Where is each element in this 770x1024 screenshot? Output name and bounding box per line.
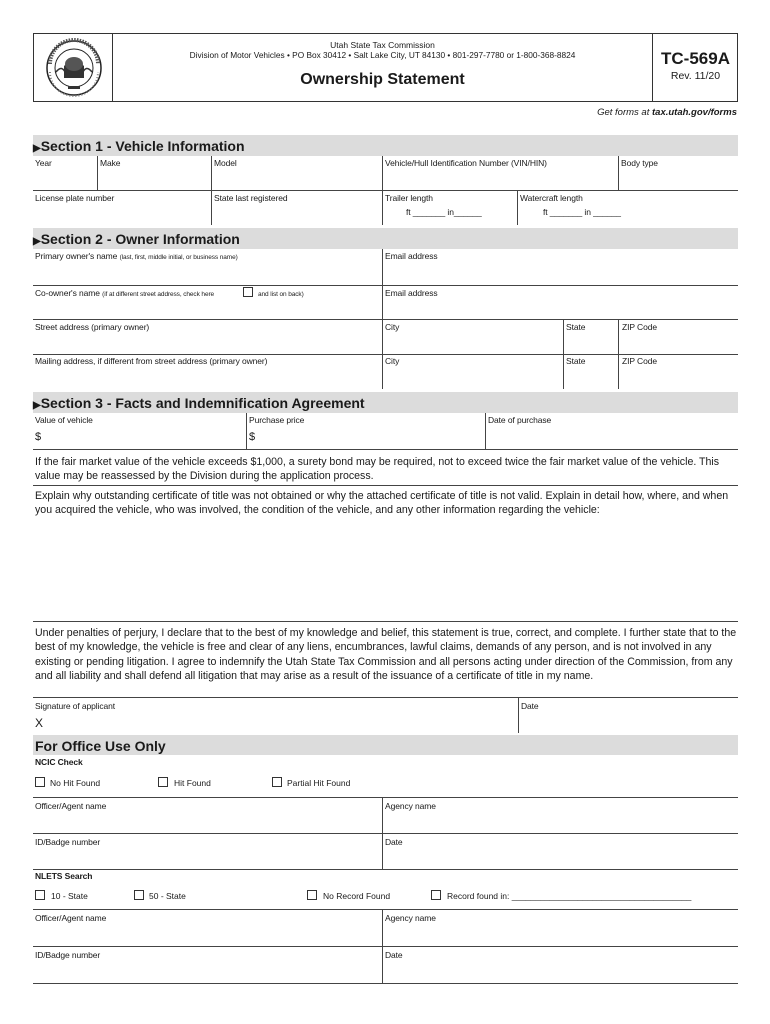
badge-number-label: ID/Badge number <box>35 837 101 847</box>
divider <box>517 190 518 225</box>
divider <box>382 354 383 389</box>
co-owner-label: Co-owner's name (if at different street address, check here <box>35 288 215 298</box>
office-date-label: Date <box>385 837 403 847</box>
divider <box>382 833 383 869</box>
no-hit-checkbox[interactable] <box>35 777 45 787</box>
street-address-label: Street address (primary owner) <box>35 322 150 332</box>
divider <box>33 190 738 191</box>
zip-label: ZIP Code <box>622 322 657 332</box>
divider <box>382 249 383 285</box>
no-record-label: No Record Found <box>323 891 391 901</box>
divider <box>246 413 247 449</box>
badge-number-label: ID/Badge number <box>35 950 101 960</box>
page-title: Ownership Statement <box>300 71 465 88</box>
signature-label: Signature of applicant <box>35 701 116 711</box>
co-owner-note-a: (if at different street address, check here <box>102 291 215 298</box>
signature-field[interactable]: X <box>35 716 44 730</box>
forms-url-link[interactable]: tax.utah.gov/forms <box>652 107 737 118</box>
divider <box>33 797 738 798</box>
divider <box>518 697 519 733</box>
hit-found-label: Hit Found <box>174 778 211 788</box>
email-label: Email address <box>385 288 438 298</box>
ncic-check-title: NCIC Check <box>35 757 83 767</box>
ten-state-label: 10 - State <box>51 891 88 901</box>
form-code: TC-569A <box>661 49 730 68</box>
make-label: Make <box>100 158 121 168</box>
perjury-statement: Under penalties of perjury, I declare that to the best of my knowledge and belief, this statement is true, correct, and complete. I further state that to the best of my knowledge, the vehicle is free and clear of any liens, encumbrances, lawful claims, demands of any person, and is not involved in any existing or pending litigation. I agree to indemnify the Utah State Tax Commission and all persons acting under direction of the Commission, from any and all liability and shall defend all litigation that may arise as a result of the issuance of a certificate of title in my name. <box>35 627 737 683</box>
divider <box>33 869 738 870</box>
divider <box>33 354 738 355</box>
different-address-checkbox[interactable] <box>243 287 253 297</box>
divider <box>563 319 564 354</box>
divider <box>97 156 98 190</box>
office-date-label: Date <box>385 950 403 960</box>
divider <box>33 833 738 834</box>
fifty-state-label: 50 - State <box>149 891 186 901</box>
divider <box>33 319 738 320</box>
zip-label: ZIP Code <box>622 356 657 366</box>
license-plate-label: License plate number <box>35 193 115 203</box>
ten-state-checkbox[interactable] <box>35 890 45 900</box>
divider <box>485 413 486 449</box>
divider <box>33 946 738 947</box>
divider <box>33 983 738 984</box>
officer-name-label: Officer/Agent name <box>35 801 107 811</box>
explanation-area[interactable] <box>33 520 738 620</box>
bond-notice: If the fair market value of the vehicle exceeds $1,000, a surety bond may be required, not to exceed twice the fair market value of the vehicle. This value may be reassessed by the Division during the application process. <box>35 456 720 483</box>
agency-name: Utah State Tax Commission <box>330 40 435 50</box>
officer-name-label: Officer/Agent name <box>35 913 107 923</box>
section-arrow-icon: ▶ <box>33 143 41 154</box>
section3-title: ▶Section 3 - Facts and Indemnification Agreement <box>33 395 365 411</box>
divider <box>33 485 738 486</box>
primary-owner-label: Primary owner's name (last, first, middle initial, or business name) <box>35 251 238 261</box>
mailing-address-label: Mailing address, if different from street address (primary owner) <box>35 356 268 366</box>
section2-title: ▶Section 2 - Owner Information <box>33 231 240 247</box>
divider <box>618 354 619 389</box>
divider <box>618 319 619 354</box>
divider <box>33 697 738 698</box>
divider <box>382 319 383 354</box>
body-type-label: Body type <box>621 158 658 168</box>
form-header <box>33 33 738 102</box>
primary-owner-note: (last, first, middle initial, or business name) <box>119 254 238 261</box>
explain-instructions: Explain why outstanding certificate of title was not obtained or why the attached certificate of title is not valid. Explain in detail how, where, and when you acquired the vehicle, who was involved, the condition of the vehicle, and any other information regarding the vehicle: <box>35 490 729 517</box>
divider <box>382 909 383 946</box>
date-of-purchase-label: Date of purchase <box>488 415 552 425</box>
state-label: State <box>566 356 586 366</box>
record-found-label: Record found in: ______________________________________ <box>447 891 692 901</box>
agency-address: Division of Motor Vehicles • PO Box 30412 • Salt Lake City, UT 84130 • 801-297-7780 or 1-800-368-8824 <box>189 50 576 60</box>
price-dollar-sign[interactable]: $ <box>249 431 256 443</box>
vin-label: Vehicle/Hull Identification Number (VIN/HIN) <box>385 158 547 168</box>
state-registered-label: State last registered <box>214 193 288 203</box>
divider <box>563 354 564 389</box>
divider <box>382 156 383 190</box>
divider <box>33 909 738 910</box>
value-of-vehicle-label: Value of vehicle <box>35 415 93 425</box>
divider <box>618 156 619 190</box>
divider <box>382 285 383 319</box>
section1-title: ▶Section 1 - Vehicle Information <box>33 138 245 154</box>
divider <box>382 797 383 833</box>
forms-link-line <box>597 107 737 118</box>
section3-header <box>33 392 738 413</box>
state-label: State <box>566 322 586 332</box>
divider <box>33 285 738 286</box>
divider <box>33 621 738 622</box>
watercraft-length-label: Watercraft length <box>520 193 583 203</box>
purchase-price-label: Purchase price <box>249 415 305 425</box>
no-record-checkbox[interactable] <box>307 890 317 900</box>
co-owner-note-b: and list on back) <box>258 291 304 298</box>
email-label: Email address <box>385 251 438 261</box>
no-hit-label: No Hit Found <box>50 778 101 788</box>
signature-date-label: Date <box>521 701 539 711</box>
form-code-box <box>652 34 737 101</box>
city-label: City <box>385 356 400 366</box>
trailer-length-label: Trailer length <box>385 193 433 203</box>
city-label: City <box>385 322 400 332</box>
record-found-checkbox[interactable] <box>431 890 441 900</box>
seal-box <box>34 34 113 101</box>
section1-header <box>33 135 738 156</box>
model-label: Model <box>214 158 237 168</box>
section-arrow-icon: ▶ <box>33 400 41 411</box>
watercraft-length-units[interactable]: ft _______ in ______ <box>543 207 621 217</box>
partial-hit-label: Partial Hit Found <box>287 778 351 788</box>
divider <box>211 190 212 225</box>
utah-state-seal-icon <box>34 34 113 101</box>
year-label: Year <box>35 158 52 168</box>
value-dollar-sign[interactable]: $ <box>35 431 42 443</box>
office-use-title: For Office Use Only <box>35 738 166 754</box>
agency-name-label: Agency name <box>385 913 436 923</box>
fifty-state-checkbox[interactable] <box>134 890 144 900</box>
divider <box>382 190 383 225</box>
section2-header <box>33 228 738 249</box>
section-arrow-icon: ▶ <box>33 236 41 247</box>
divider <box>33 449 738 450</box>
agency-name-label: Agency name <box>385 801 436 811</box>
form-revision: Rev. 11/20 <box>670 70 721 82</box>
nlets-search-title: NLETS Search <box>35 871 93 881</box>
forms-prefix: Get forms at <box>597 107 652 118</box>
hit-found-checkbox[interactable] <box>158 777 168 787</box>
trailer-length-units[interactable]: ft _______ in______ <box>406 207 482 217</box>
office-use-header <box>33 735 738 755</box>
divider <box>382 946 383 983</box>
partial-hit-checkbox[interactable] <box>272 777 282 787</box>
divider <box>211 156 212 190</box>
